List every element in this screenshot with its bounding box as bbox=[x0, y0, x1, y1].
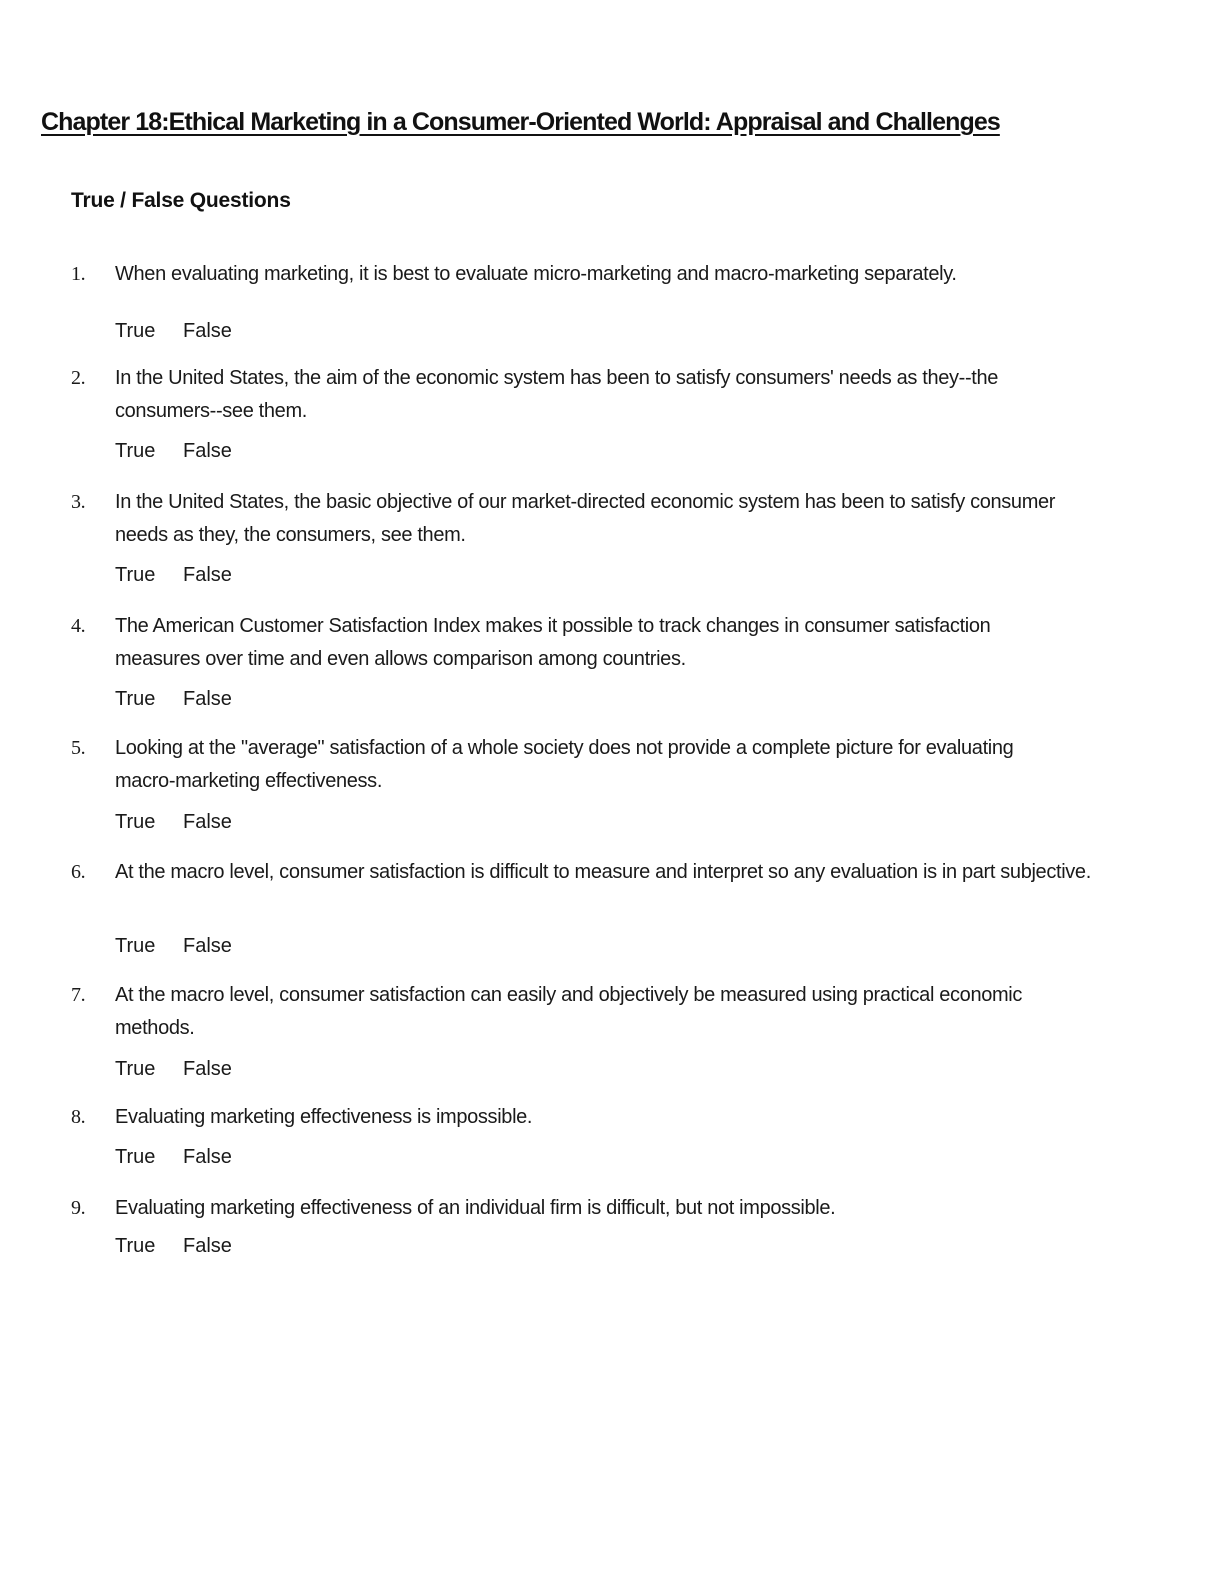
section-title: True / False Questions bbox=[71, 189, 291, 212]
question-3 bbox=[71, 486, 1161, 552]
option-false: False bbox=[183, 440, 232, 462]
question-text: At the macro level, consumer satisfaction is difficult to measure and interpret so any evaluation is in part subjective. bbox=[115, 861, 1091, 883]
question-text: When evaluating marketing, it is best to evaluate micro-marketing and macro-marketing separately. bbox=[115, 263, 957, 285]
question-number: 1. bbox=[71, 263, 86, 285]
option-true: True bbox=[115, 440, 156, 462]
question-text: Looking at the "average" satisfaction of a whole society does not provide a complete picture for evaluating macro-marketing effectiveness. bbox=[115, 737, 1014, 792]
option-false: False bbox=[183, 564, 232, 586]
answer-options-6 bbox=[115, 935, 232, 958]
question-number: 6. bbox=[71, 861, 86, 883]
answer-options-5 bbox=[115, 811, 232, 834]
option-true: True bbox=[115, 935, 156, 957]
question-text: Evaluating marketing effectiveness is impossible. bbox=[115, 1106, 533, 1128]
option-true: True bbox=[115, 564, 156, 586]
question-text: In the United States, the aim of the economic system has been to satisfy consumers' needs as they--the consumers--see them. bbox=[115, 367, 999, 422]
question-7 bbox=[71, 979, 1161, 1045]
option-false: False bbox=[183, 320, 232, 342]
chapter-title: Chapter 18:Ethical Marketing in a Consumer-Oriented World: Appraisal and Challenges bbox=[41, 108, 1000, 136]
option-true: True bbox=[115, 1235, 156, 1257]
question-number: 2. bbox=[71, 367, 86, 389]
option-false: False bbox=[183, 1146, 232, 1168]
answer-options-7 bbox=[115, 1058, 232, 1081]
question-8 bbox=[71, 1101, 1161, 1134]
option-false: False bbox=[183, 1235, 232, 1257]
question-5 bbox=[71, 732, 1161, 798]
question-number: 8. bbox=[71, 1106, 86, 1128]
option-true: True bbox=[115, 811, 156, 833]
question-9 bbox=[71, 1192, 1161, 1225]
option-true: True bbox=[115, 1146, 156, 1168]
answer-options-8 bbox=[115, 1146, 232, 1169]
answer-options-3 bbox=[115, 564, 232, 587]
option-true: True bbox=[115, 688, 156, 710]
option-false: False bbox=[183, 1058, 232, 1080]
answer-options-9 bbox=[115, 1235, 232, 1258]
question-text: The American Customer Satisfaction Index makes it possible to track changes in consumer satisfaction measures over time and even allows comparison among countries. bbox=[115, 615, 991, 670]
question-text: At the macro level, consumer satisfaction can easily and objectively be measured using practical economic methods. bbox=[115, 984, 1023, 1039]
question-number: 9. bbox=[71, 1197, 86, 1219]
option-false: False bbox=[183, 811, 232, 833]
option-false: False bbox=[183, 935, 232, 957]
question-number: 5. bbox=[71, 737, 86, 759]
question-number: 4. bbox=[71, 615, 86, 637]
question-number: 3. bbox=[71, 491, 86, 513]
option-true: True bbox=[115, 1058, 156, 1080]
question-2 bbox=[71, 362, 1161, 428]
option-true: True bbox=[115, 320, 156, 342]
question-text: Evaluating marketing effectiveness of an individual firm is difficult, but not impossible. bbox=[115, 1197, 836, 1219]
answer-options-1 bbox=[115, 320, 232, 343]
question-6 bbox=[71, 856, 1161, 889]
question-text: In the United States, the basic objective of our market-directed economic system has been to satisfy consumer needs as they, the consumers, see them. bbox=[115, 491, 1056, 546]
answer-options-4 bbox=[115, 688, 232, 711]
question-4 bbox=[71, 610, 1161, 676]
question-1 bbox=[71, 258, 1161, 291]
option-false: False bbox=[183, 688, 232, 710]
answer-options-2 bbox=[115, 440, 232, 463]
question-number: 7. bbox=[71, 984, 86, 1006]
